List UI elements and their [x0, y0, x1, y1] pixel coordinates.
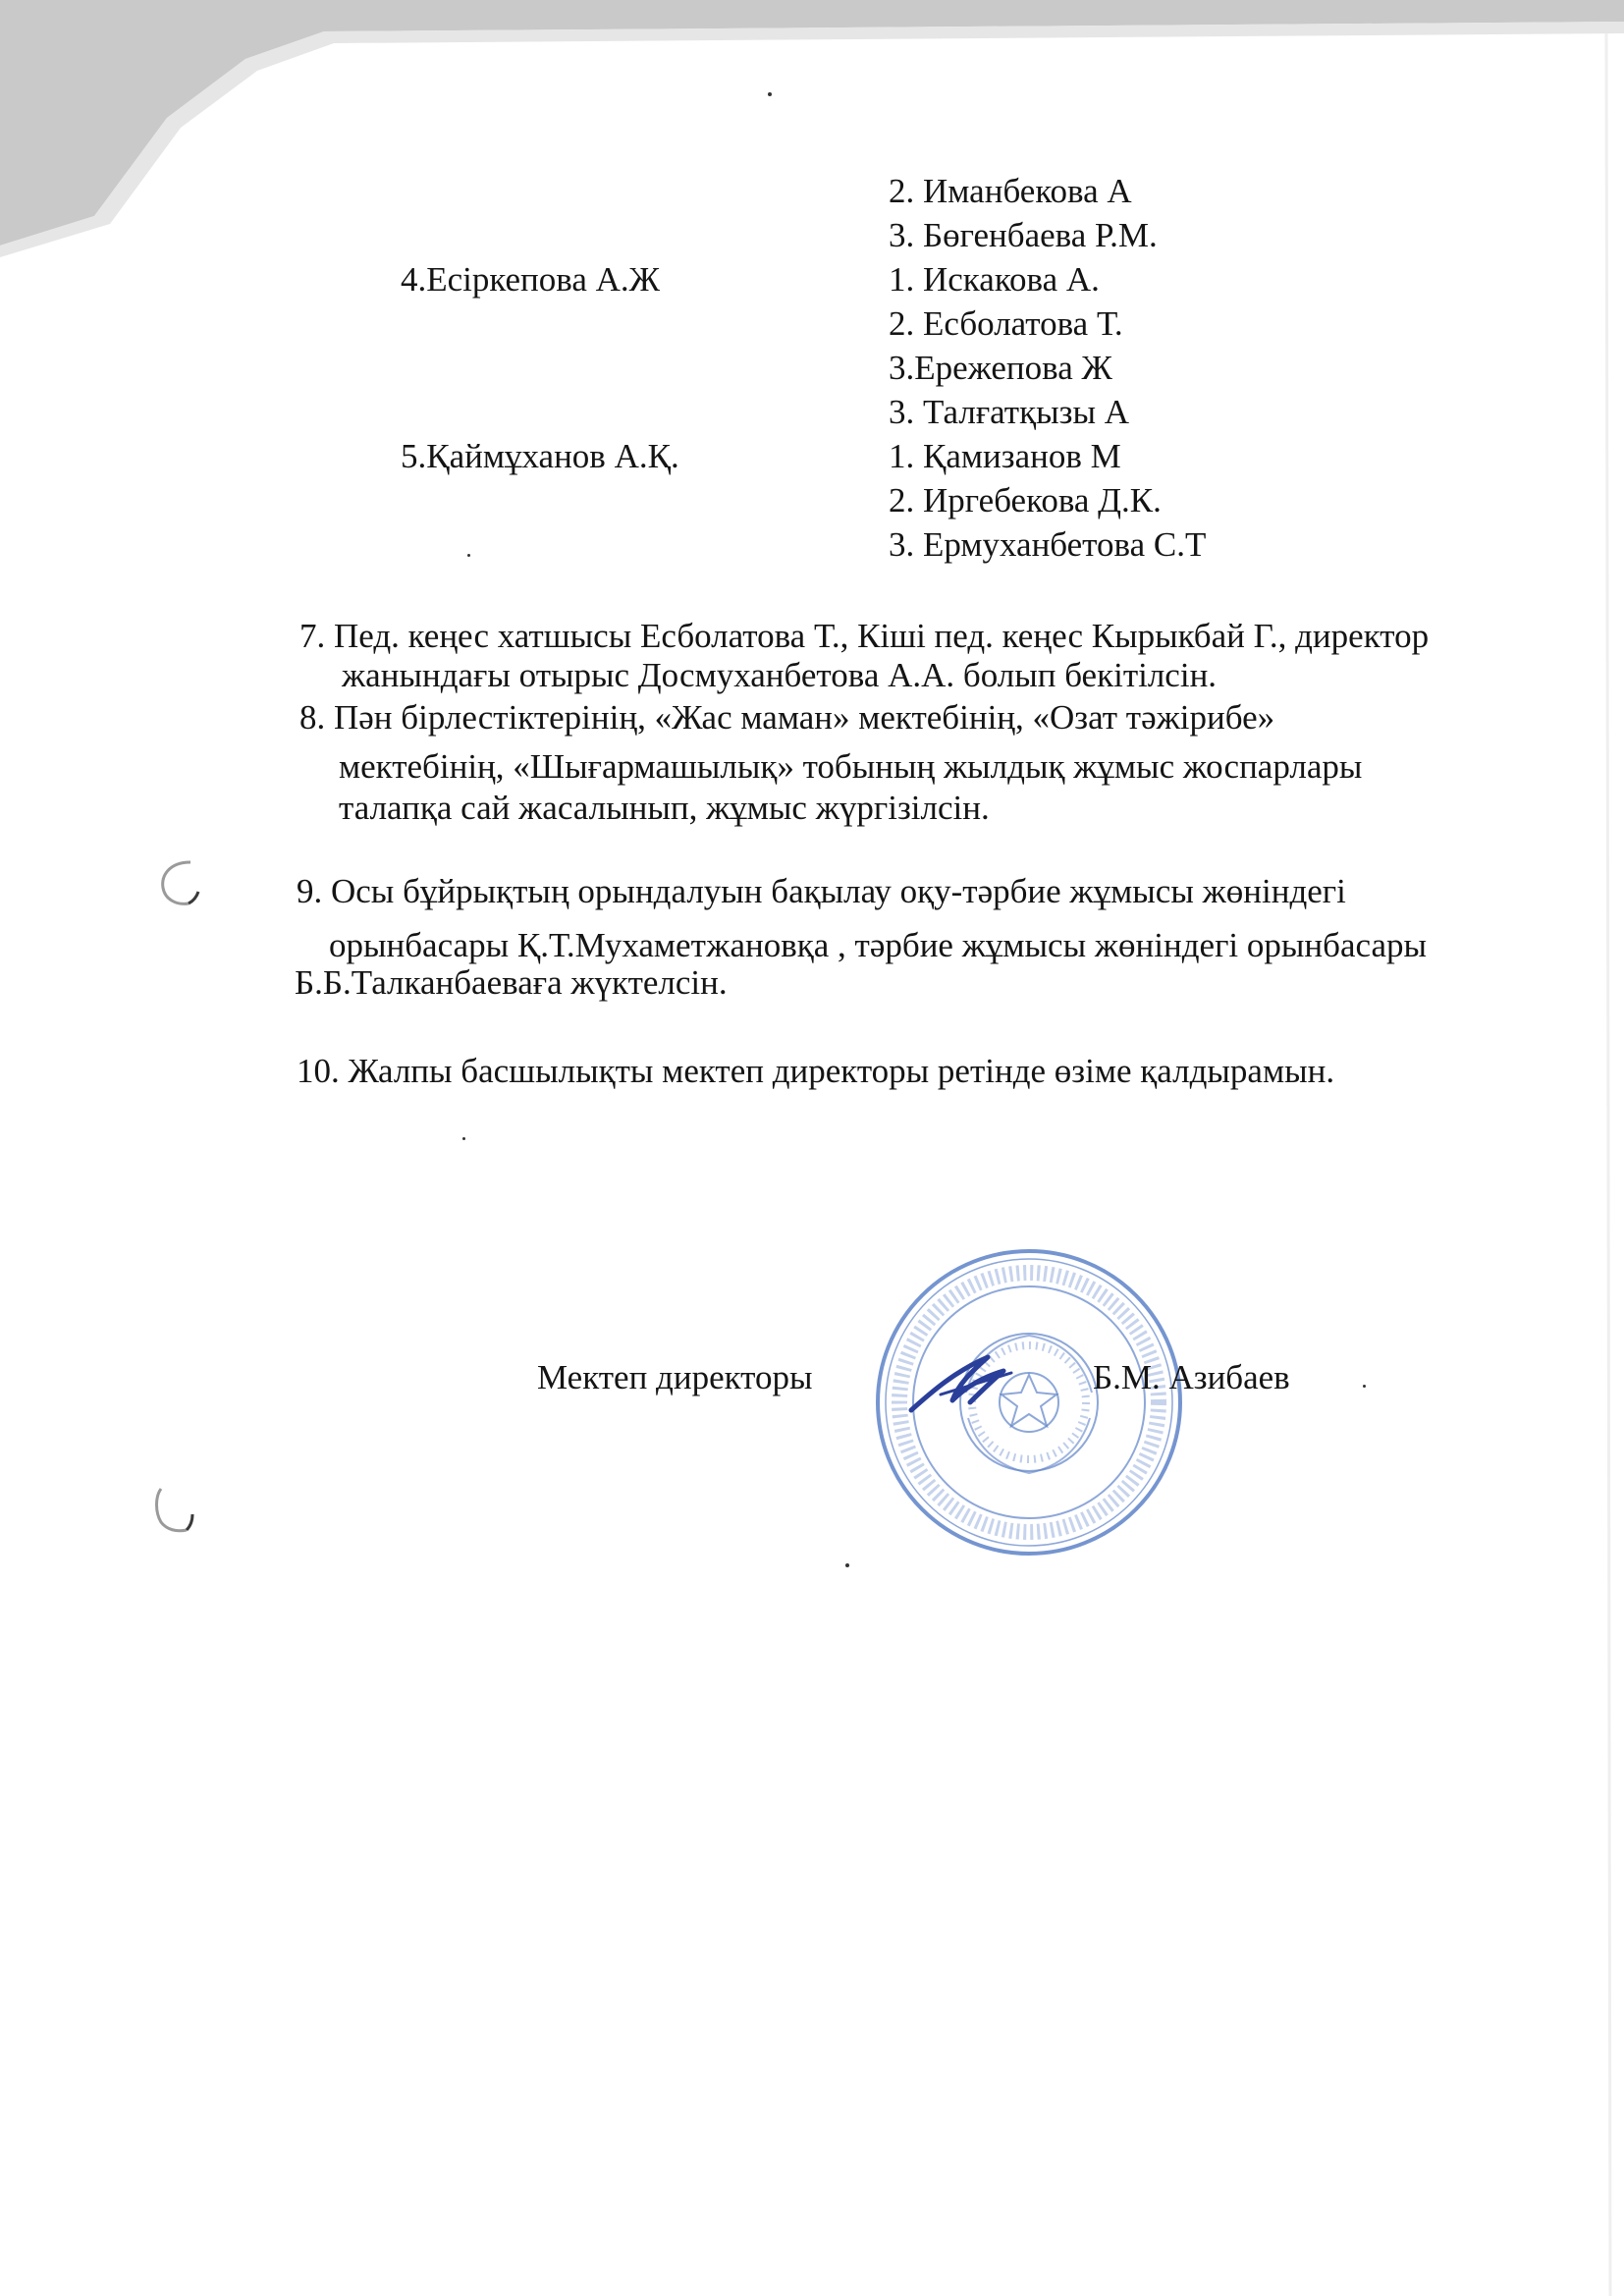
scan-speck: [467, 554, 470, 557]
scan-speck: [1363, 1385, 1366, 1388]
member-line: 2. Есболатова Т.: [889, 304, 1123, 343]
scan-speck: [768, 92, 772, 96]
member-line: 3. Талғатқызы А: [889, 393, 1129, 431]
member-line: 3. Ермуханбетова С.Т: [889, 525, 1207, 564]
hole-punch-mark-icon: [155, 856, 204, 911]
order-item-8-cont: талапқа сай жасалынып, жұмыс жүргізілсін.: [339, 789, 990, 827]
group-leader: 5.Қаймұханов А.Қ.: [401, 437, 679, 475]
order-item-8: 8. Пән бірлестіктерінің, «Жас маман» мектебінің, «Озат тәжірибе»: [299, 698, 1275, 737]
member-line: 2. Иргебекова Д.К.: [889, 481, 1162, 519]
order-item-10: 10. Жалпы басшылықты мектеп директоры ретінде өзіме қалдырамын.: [297, 1052, 1335, 1090]
member-line: 1. Қамизанов М: [889, 437, 1121, 475]
director-title: Мектеп директоры: [537, 1358, 813, 1396]
order-item-7: 7. Пед. кеңес хатшысы Есболатова Т., Кіші пед. кеңес Кырыкбай Г., директор: [299, 617, 1430, 655]
scan-speck: [845, 1563, 849, 1567]
director-name: Б.М. Азибаев: [1093, 1358, 1290, 1396]
member-line: 1. Искакова А.: [889, 260, 1100, 299]
member-line: 3. Бөгенбаева Р.М.: [889, 216, 1158, 254]
member-line: 3.Ережепова Ж: [889, 349, 1112, 387]
order-item-8-cont: мектебінің, «Шығармашылық» тобының жылдық жұмыс жоспарлары: [339, 747, 1363, 786]
group-leader: 4.Есіркепова А.Ж: [401, 260, 661, 299]
hole-punch-mark-icon: [147, 1483, 196, 1538]
order-item-7-cont: жанындағы отырыс Досмуханбетова А.А. болып бекітілсін.: [342, 656, 1218, 694]
order-item-9-cont: Б.Б.Талканбаеваға жүктелсін.: [295, 963, 728, 1002]
scan-speck: [462, 1137, 465, 1140]
signature-icon: [901, 1343, 1019, 1422]
member-line: 2. Иманбекова А: [889, 172, 1132, 210]
order-item-9: 9. Осы бұйрықтың орындалуын бақылау оқу-тәрбие жұмысы жөніндегі: [297, 872, 1346, 910]
order-item-9-cont: орынбасары Қ.Т.Мухаметжановқа , тәрбие жұмысы жөніндегі орынбасары: [329, 926, 1428, 964]
